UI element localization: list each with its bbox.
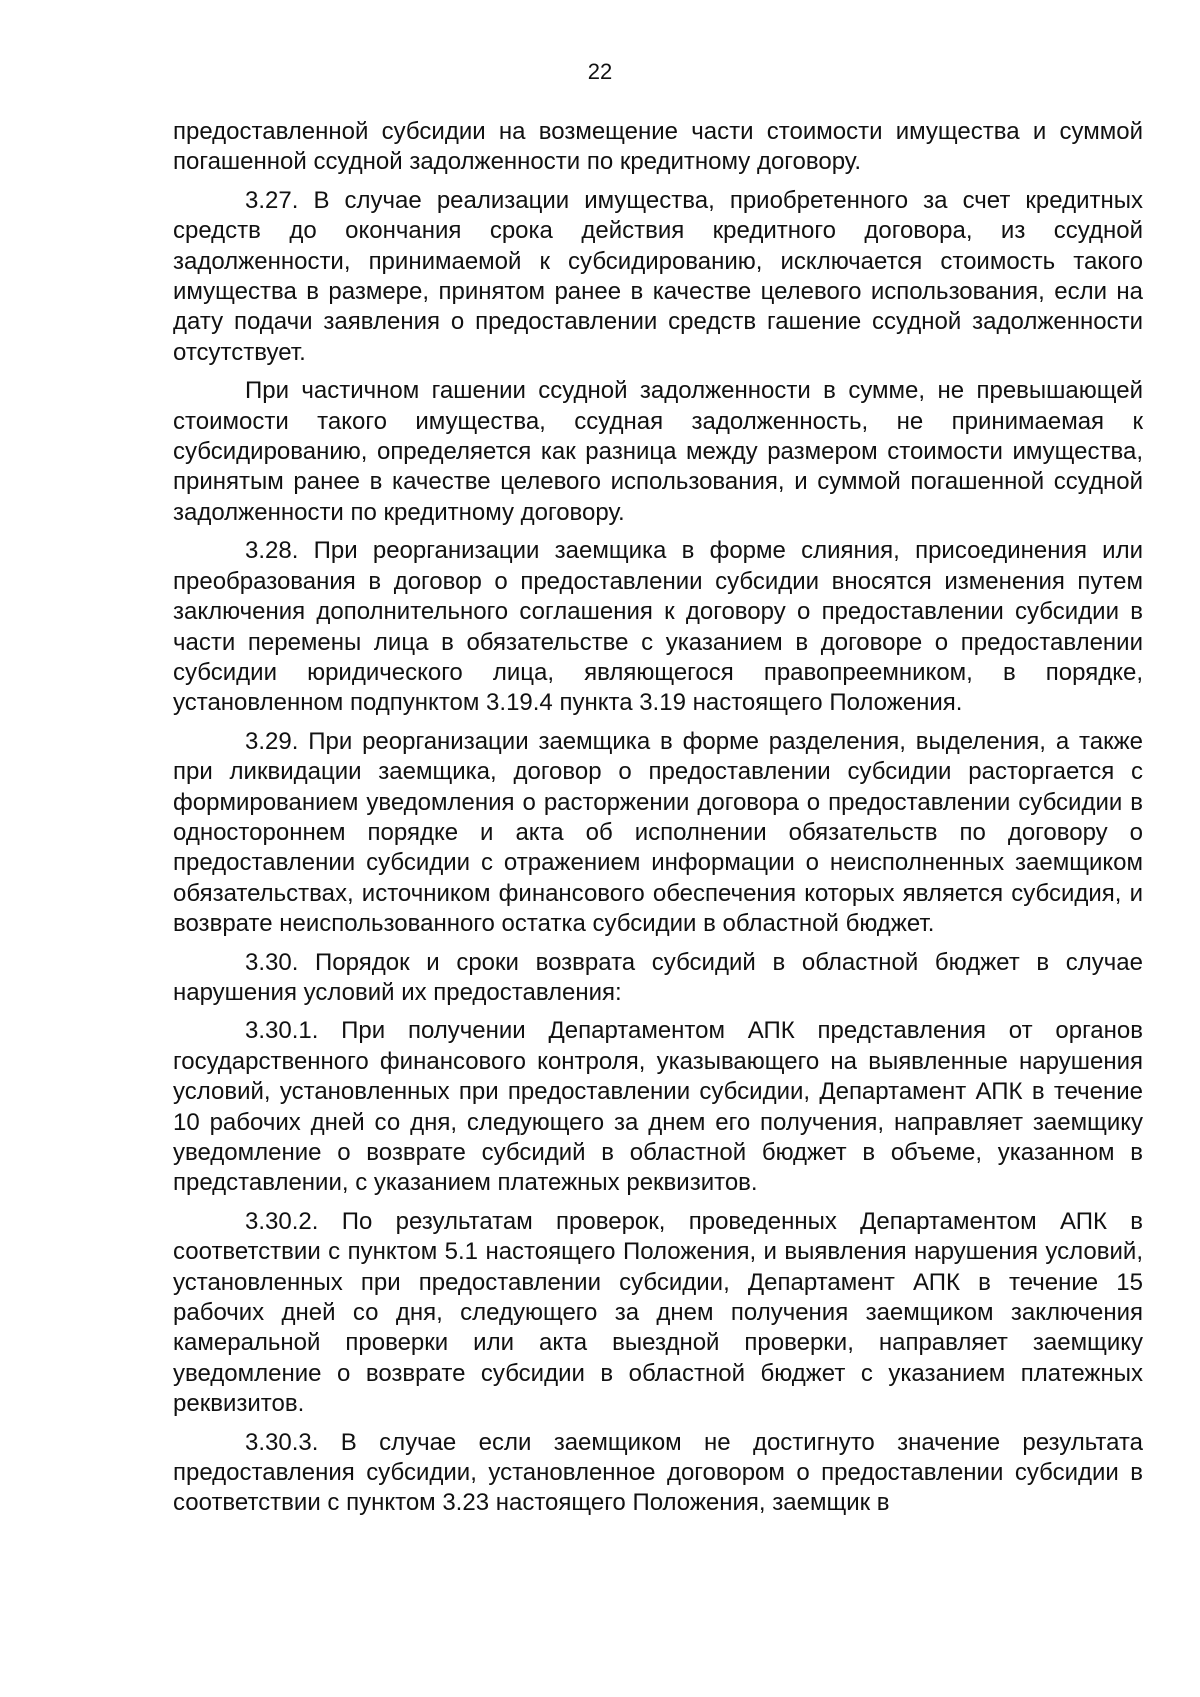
paragraph-3-30: 3.30. Порядок и сроки возврата субсидий в областной бюджет в случае нарушения условий их предоставления: <box>173 948 1143 1006</box>
paragraph-3-27-partial-repayment: При частичном гашении ссудной задолженности в сумме, не превышающей стоимости такого имущества, ссудная задолженность, не принимаемая к субсидированию, определяется как разница между размером стоимости имущества, принятым ранее в качестве целевого использования, и суммой погашенной ссудной задолженности по кредитному договору. <box>173 377 1143 526</box>
paragraph-3-28: 3.28. При реорганизации заемщика в форме слияния, присоединения или преобразования в договор о предоставлении субсидии вносятся изменения путем заключения дополнительного соглашения к договору о предоставлении субсидии в части перемены лица в обязательстве с указанием в договоре о предоставлении субсидии юридического лица, являющегося правопреемником, в порядке, установленном подпунктом 3.19.4 пункта 3.19 настоящего Положения. <box>173 537 1143 717</box>
paragraph-3-30-3: 3.30.3. В случае если заемщиком не достигнуто значение результата предоставления субсидии, установленное договором о предоставлении субсидии в соответствии с пунктом 3.23 настоящего Положения, заемщик в <box>173 1428 1143 1517</box>
paragraph-3-29: 3.29. При реорганизации заемщика в форме разделения, выделения, а также при ликвидации заемщика, договор о предоставлении субсидии расторгается с формированием уведомления о расторжении договора о предоставлении субсидии в одностороннем порядке и акта об исполнении обязательств по договору о предоставлении субсидии с отражением информации о неисполненных заемщиком обязательствах, источником финансового обеспечения которых является субсидия, и возврате неиспользованного остатка субсидии в областной бюджет. <box>173 727 1143 938</box>
paragraph-continuation: предоставленной субсидии на возмещение части стоимости имущества и суммой погашенной ссудной задолженности по кредитному договору. <box>173 118 1143 176</box>
paragraph-3-30-1: 3.30.1. При получении Департаментом АПК представления от органов государственного финансового контроля, указывающего на выявленные нарушения условий, установленных при предоставлении субсидии, Департамент АПК в течение 10 рабочих дней со дня, следующего за днем его получения, направляет заемщику уведомление о возврате субсидий в областной бюджет в объеме, указанном в представлении, с указанием платежных реквизитов. <box>173 1017 1143 1197</box>
paragraph-3-27: 3.27. В случае реализации имущества, приобретенного за счет кредитных средств до окончания срока действия кредитного договора, из ссудной задолженности, принимаемой к субсидированию, исключается стоимость такого имущества в размере, принятом ранее в качестве целевого использования, если на дату подачи заявления о предоставлении средств гашение ссудной задолженности отсутствует. <box>173 186 1143 366</box>
document-body <box>173 117 1143 1527</box>
paragraph-3-30-2: 3.30.2. По результатам проверок, проведенных Департаментом АПК в соответствии с пунктом 5.1 настоящего Положения, и выявления нарушения условий, установленных при предоставлении субсидии, Департамент АПК в течение 15 рабочих дней со дня, следующего за днем получения заемщиком заключения камеральной проверки или акта выездной проверки, направляет заемщику уведомление о возврате субсидии в областной бюджет с указанием платежных реквизитов. <box>173 1207 1143 1418</box>
page-number: 22 <box>587 59 613 84</box>
